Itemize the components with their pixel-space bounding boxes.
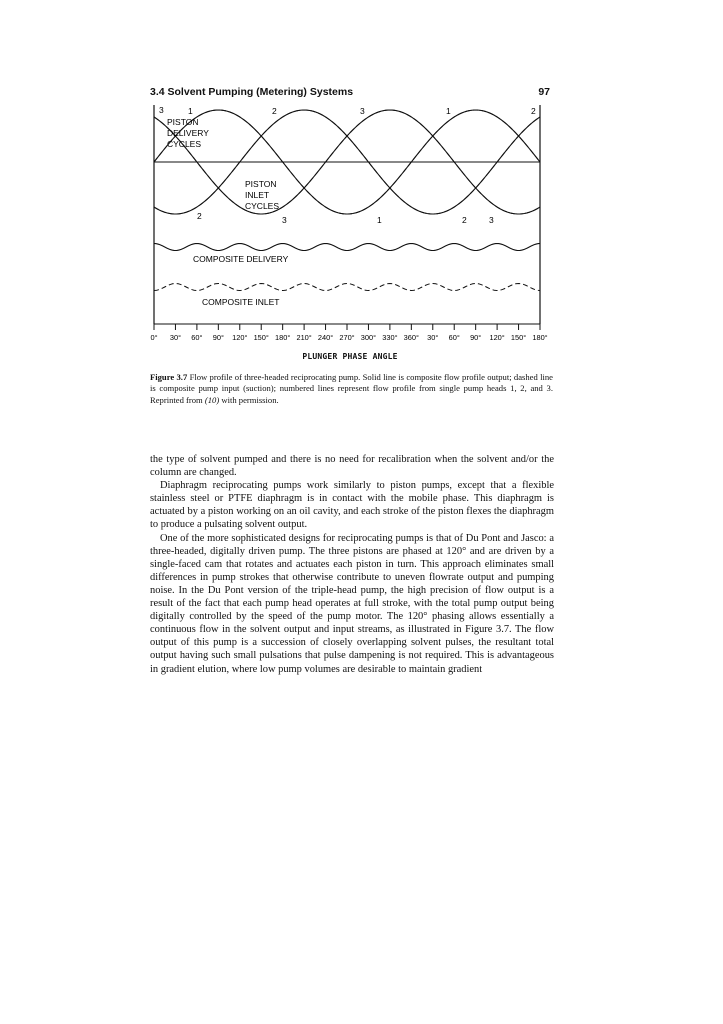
delivery-peak-number: 1 <box>188 106 193 116</box>
composite-delivery-curve <box>154 244 540 251</box>
x-tick-label: 120° <box>232 333 248 342</box>
x-tick-label: 180° <box>275 333 291 342</box>
delivery-peak-number: 2 <box>272 106 277 116</box>
x-tick-label: 0° <box>150 333 158 342</box>
body-paragraph: the type of solvent pumped and there is no need for recalibration when the solvent and/or the column are changed. <box>150 454 554 479</box>
body-paragraph: Diaphragm reciprocating pumps work similarly to piston pumps, except that a flexible stainless steel or PTFE diaphragm is in contact with the mobile phase. This diaphragm is actuated by a piston working on an oil cavity, and each stroke of the piston flexes the diaphragm to produce a pulsating solvent output. <box>150 480 554 531</box>
inlet-trough-number: 3 <box>282 215 287 225</box>
x-tick-label: 60° <box>191 333 203 342</box>
figure-caption <box>150 372 553 406</box>
figure-caption-label: Figure 3.7 <box>150 372 188 382</box>
body-paragraph: One of the more sophisticated designs for reciprocating pumps is that of Du Pont and Jasco: a three-headed, digitally driven pump. The three pistons are phased at 120° and are driven by a single-faced cam that rotates and actuates each piston in turn. This approach eliminates small differences in pump strokes that otherwise contribute to uneven flowrate output and pumping noise. In the Du Pont version of the triple-head pump, the high precision of flow output is a result of the fact that each pump head operates at full stroke, with the total pump output being digitally controlled by the speed of the pump motor. The 120° phasing allows essentially a continuous flow in the solvent output and input streams, as illustrated in Figure 3.7. The flow output of this pump is a succession of closely overlapping solvent pulses, the resultant total output having such small pulsations that pulse dampening is not required. This is advantageous in gradient elution, where low pump volumes are desirable to maintain gradient <box>150 532 554 675</box>
delivery-peak-number: 3 <box>159 105 164 115</box>
x-tick-label: 30° <box>169 333 182 342</box>
x-tick-label: 150° <box>253 333 269 342</box>
delivery-peak-number: 1 <box>446 106 451 116</box>
delivery-label-line-1: PISTON <box>167 117 199 127</box>
x-tick-label: 270° <box>339 333 355 342</box>
x-tick-label: 30° <box>427 333 439 342</box>
x-tick-label: 150° <box>510 333 527 342</box>
x-axis-label: PLUNGER PHASE ANGLE <box>302 352 398 361</box>
body-text <box>150 453 554 676</box>
x-tick-label: 60° <box>448 333 460 342</box>
x-tick-label: 240° <box>317 333 334 342</box>
x-tick-label: 180° <box>532 333 548 342</box>
inlet-trough-number: 3 <box>489 215 494 225</box>
inlet-label-line-3: CYCLES <box>245 201 280 211</box>
delivery-peak-number: 2 <box>531 106 536 116</box>
composite-inlet-label: COMPOSITE INLET <box>202 297 280 307</box>
x-tick-label: 120° <box>489 333 505 342</box>
page-number: 97 <box>538 86 550 98</box>
x-tick-label: 360° <box>403 333 419 342</box>
delivery-label-line-2: DELIVERY <box>167 128 209 138</box>
section-title: 3.4 Solvent Pumping (Metering) Systems <box>150 86 354 98</box>
x-tick-label: 210° <box>296 333 312 342</box>
x-tick-label: 90° <box>470 333 482 342</box>
x-axis-tick-labels <box>150 333 547 342</box>
figure-caption-text-end: with permission. <box>219 394 279 405</box>
x-tick-label: 300° <box>360 333 377 342</box>
x-axis-ticks <box>154 324 540 330</box>
x-tick-label: 330° <box>382 333 398 342</box>
composite-delivery-label: COMPOSITE DELIVERY <box>193 254 289 264</box>
inlet-label-line-1: PISTON <box>245 179 277 189</box>
inlet-trough-number: 2 <box>197 211 202 221</box>
inlet-trough-number: 2 <box>462 215 467 225</box>
figure-caption-reference: (10) <box>204 394 220 405</box>
delivery-label-line-3: CYCLES <box>167 139 202 149</box>
composite-inlet-curve <box>154 284 540 291</box>
delivery-peak-number: 3 <box>360 106 365 116</box>
x-tick-label: 90° <box>212 333 224 342</box>
figure-caption-text: Flow profile of three-headed reciprocating pump. Solid line is composite flow profile output; dashed line is composite pump input (suction); numbered lines represent flow profile from single pump heads 1, 2, and 3. Reprinted from <box>150 372 553 405</box>
inlet-trough-number: 1 <box>377 215 382 225</box>
inlet-label-line-2: INLET <box>245 190 270 200</box>
flow-profile-figure <box>0 0 723 380</box>
